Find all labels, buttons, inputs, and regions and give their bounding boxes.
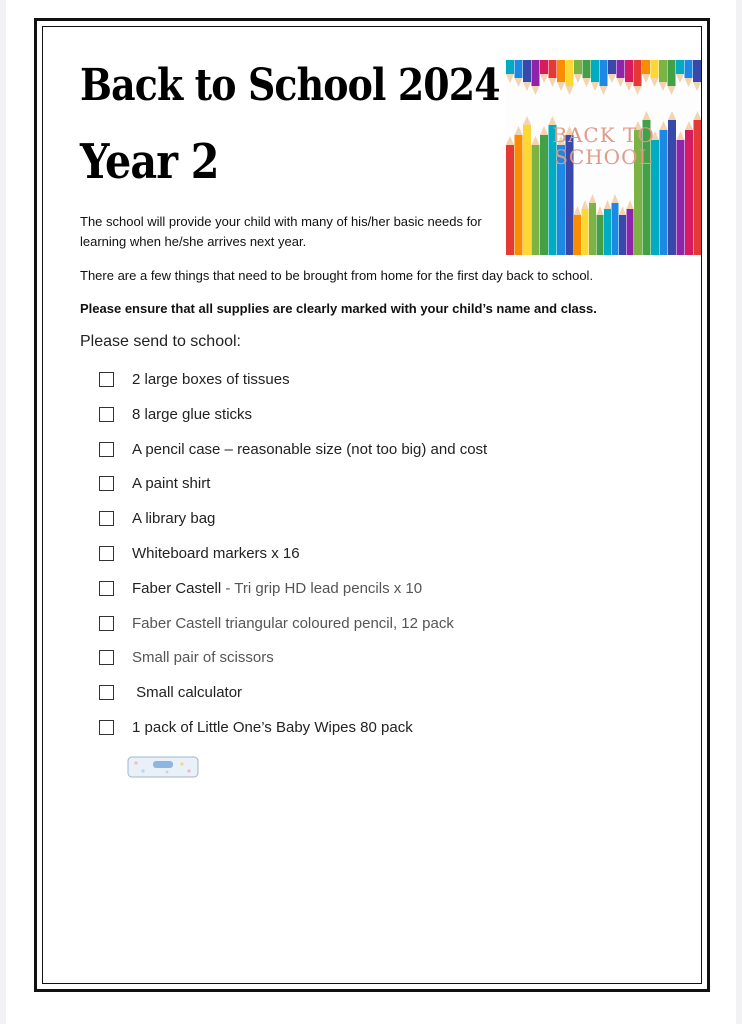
checkbox[interactable]: [99, 442, 114, 457]
checklist-item: [99, 681, 659, 716]
checklist-item: [99, 507, 659, 542]
baby-wipes-image: [127, 755, 199, 779]
item-label: 2 large boxes of tissues: [132, 371, 290, 388]
checkbox[interactable]: [99, 546, 114, 561]
item-label: [132, 576, 422, 602]
item-label: 8 large glue sticks: [132, 405, 253, 423]
item-label: 1 pack of Little One’s Baby Wipes 80 pack: [132, 718, 413, 736]
checkbox[interactable]: [99, 616, 114, 631]
checklist-item: [99, 612, 659, 647]
supplies-checklist: [99, 368, 659, 751]
back-to-school-image: [506, 60, 701, 255]
checkbox[interactable]: [99, 581, 114, 596]
checklist-item: [99, 542, 659, 577]
checklist-item: [99, 403, 659, 438]
checklist-item: [99, 716, 659, 751]
note-paragraph: There are a few things that need to be brought from home for the first day back to school.: [80, 268, 594, 283]
list-heading: Please send to school:: [80, 333, 241, 350]
checkbox[interactable]: [99, 650, 114, 665]
item-label: A library bag: [132, 510, 216, 528]
page: [6, 0, 736, 1024]
item-detail: - Tri grip HD lead pencils x 10: [221, 579, 423, 597]
item-label: A paint shirt: [132, 475, 211, 493]
item-label: A pencil case – reasonable size (not too big) and cost: [132, 440, 488, 458]
checkbox[interactable]: [99, 476, 114, 491]
page-title: Back to School 2024: [80, 60, 500, 111]
checkbox[interactable]: [99, 372, 114, 387]
hero-text-line1: BACK TO: [552, 123, 655, 147]
item-label: Small calculator: [132, 684, 243, 702]
checkbox[interactable]: [99, 685, 114, 700]
item-label: Faber Castell triangular coloured pencil, 12 pack: [132, 614, 454, 632]
checklist-item: [99, 472, 659, 507]
brand-name: Faber Castell: [132, 579, 222, 597]
hero-image-text: [506, 124, 701, 168]
checkbox[interactable]: [99, 407, 114, 422]
checklist-item: [99, 577, 659, 612]
checklist-item: [99, 646, 659, 681]
intro-paragraph: The school will provide your child with many of his/her basic needs for learning when he/she arrives next year.: [80, 214, 482, 249]
hero-text-line2: SCHOOL: [554, 145, 653, 169]
label-reminder: Please ensure that all supplies are clearly marked with your child’s name and class.: [80, 301, 597, 316]
checklist-item: [99, 438, 659, 473]
item-label: Small pair of scissors: [132, 649, 274, 667]
checkbox[interactable]: [99, 511, 114, 526]
item-label: Whiteboard markers x 16: [132, 544, 300, 562]
checkbox[interactable]: [99, 720, 114, 735]
page-subtitle-year: Year 2: [80, 134, 219, 190]
checklist-item: [99, 368, 659, 403]
